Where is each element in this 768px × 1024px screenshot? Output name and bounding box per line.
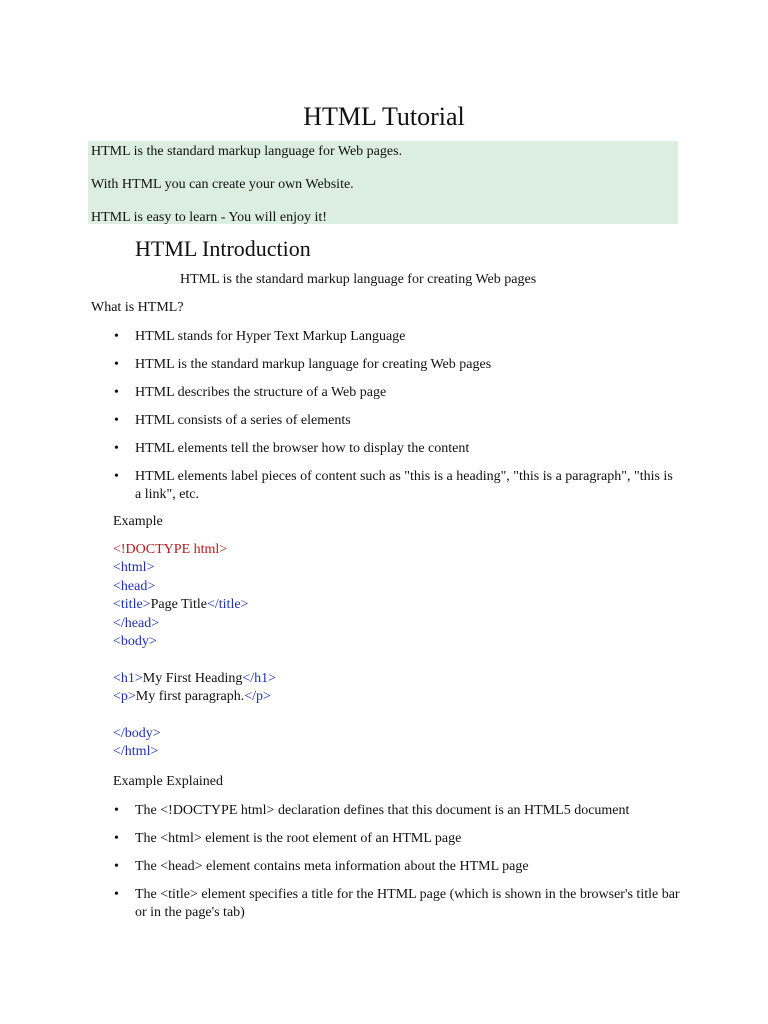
code-tag: </p>: [244, 689, 271, 705]
list-item-text: The <!DOCTYPE html> declaration defines that this document is an HTML5 document: [135, 803, 630, 818]
what-is-html-list: [0, 328, 768, 514]
list-item: [0, 412, 680, 430]
list-item: [0, 802, 680, 820]
page-title: HTML Tutorial: [303, 102, 465, 131]
code-tag: <h1>: [113, 670, 143, 686]
code-doctype: <!DOCTYPE html>: [113, 542, 228, 557]
bullet-icon: •: [114, 385, 119, 400]
list-item-text: HTML consists of a series of elements: [135, 413, 351, 428]
list-item: [0, 384, 680, 402]
code-tag: <body>: [113, 633, 157, 649]
bullet-icon: •: [114, 859, 119, 874]
code-line: [113, 541, 276, 559]
code-line: [113, 743, 276, 761]
code-line: [113, 615, 276, 633]
bullet-icon: •: [114, 887, 119, 902]
code-line: [113, 725, 276, 743]
code-tag: </head>: [113, 615, 160, 631]
example-explained-list: [0, 802, 768, 932]
what-is-html-label: What is HTML?: [91, 300, 184, 315]
code-tag: <title>: [113, 597, 151, 613]
bullet-icon: •: [114, 469, 119, 484]
code-line: [113, 670, 276, 688]
list-item-text: The <head> element contains meta information about the HTML page: [135, 859, 529, 874]
code-line: [113, 596, 276, 614]
code-tag: </h1>: [242, 670, 277, 686]
code-example: [113, 541, 276, 762]
bullet-icon: •: [114, 441, 119, 456]
list-item-text: HTML stands for Hyper Text Markup Language: [135, 329, 406, 344]
bullet-icon: •: [114, 831, 119, 846]
list-item: [0, 328, 680, 346]
intro-line-2: With HTML you can create your own Website.: [91, 177, 354, 192]
introduction-heading: HTML Introduction: [135, 236, 311, 261]
list-item: [0, 468, 680, 504]
list-item: [0, 858, 680, 876]
bullet-icon: •: [114, 357, 119, 372]
intro-line-1: HTML is the standard markup language for Web pages.: [91, 144, 403, 159]
example-explained-label: Example Explained: [113, 774, 224, 789]
code-tag: </body>: [113, 725, 161, 741]
list-item: [0, 356, 680, 374]
code-tag: </title>: [206, 597, 249, 613]
code-blank-line: [113, 651, 276, 669]
code-line: [113, 633, 276, 651]
example-label: Example: [113, 514, 163, 529]
intro-line-3: HTML is easy to learn - You will enjoy it!: [91, 210, 327, 225]
list-item: [0, 440, 680, 458]
list-item-text: HTML elements label pieces of content such as "this is a heading", "this is a paragraph", "this is a link", etc.: [135, 469, 673, 502]
list-item-text: HTML elements tell the browser how to display the content: [135, 441, 470, 456]
list-item: [0, 830, 680, 848]
bullet-icon: •: [114, 803, 119, 818]
code-line: [113, 559, 276, 577]
introduction-subtitle: HTML is the standard markup language for creating Web pages: [180, 272, 537, 287]
list-item: [0, 886, 680, 922]
list-item-text: The <html> element is the root element of an HTML page: [135, 831, 462, 846]
code-text: My First Heading: [142, 670, 243, 686]
bullet-icon: •: [114, 329, 119, 344]
code-text: My first paragraph.: [135, 689, 245, 705]
code-tag: <p>: [113, 689, 136, 705]
list-item-text: HTML describes the structure of a Web page: [135, 385, 387, 400]
code-tag: <html>: [113, 560, 155, 576]
code-tag: </html>: [113, 744, 159, 760]
code-tag: <head>: [113, 578, 156, 594]
bullet-icon: •: [114, 413, 119, 428]
code-text: Page Title: [150, 597, 207, 613]
list-item-text: HTML is the standard markup language for creating Web pages: [135, 357, 492, 372]
list-item-text: The <title> element specifies a title for the HTML page (which is shown in the browser's title bar or in the page's tab): [135, 887, 680, 920]
code-line: [113, 578, 276, 596]
code-blank-line: [113, 707, 276, 725]
code-line: [113, 688, 276, 706]
